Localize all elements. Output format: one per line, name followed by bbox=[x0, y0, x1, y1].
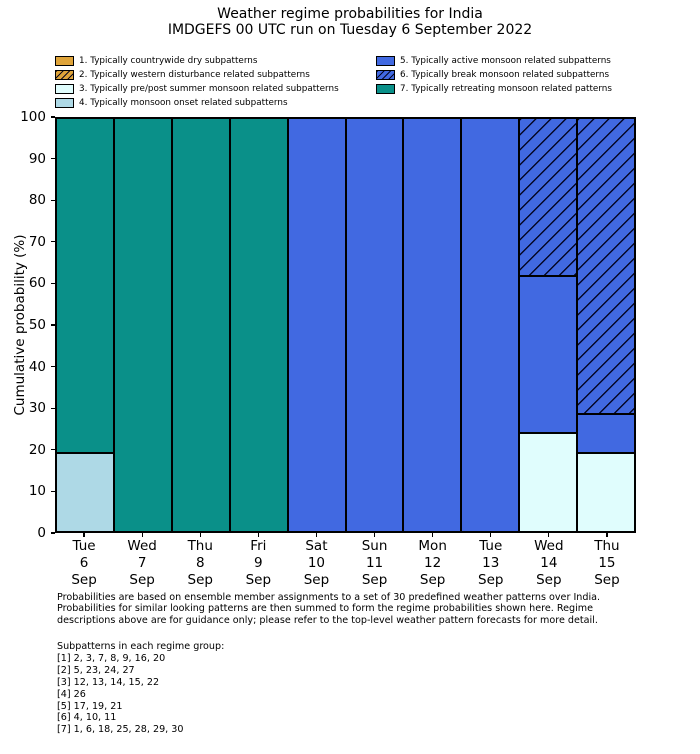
bar-segment-regime-5 bbox=[577, 414, 635, 453]
x-tick-mark-thu-8-sep bbox=[200, 533, 201, 537]
bar-segment-regime-6 bbox=[577, 118, 635, 414]
x-tick-label-line-3: Sep bbox=[419, 572, 446, 588]
legend bbox=[55, 54, 655, 112]
x-tick-mark-mon-12-sep bbox=[432, 533, 433, 537]
x-tick-label-line-1: Fri bbox=[250, 538, 267, 554]
y-tick-label-60: 60 bbox=[28, 275, 46, 292]
legend-item-7 bbox=[376, 82, 612, 96]
bar-segment-regime-3 bbox=[577, 453, 635, 532]
legend-item-6 bbox=[376, 68, 612, 82]
x-tick-mark-fri-9-sep bbox=[258, 533, 259, 537]
subpatterns-group-2: [2] 5, 23, 24, 27 bbox=[57, 664, 135, 676]
legend-item-2 bbox=[55, 68, 339, 82]
x-tick-mark-tue-13-sep bbox=[490, 533, 491, 537]
chart-subtitle: IMDGEFS 00 UTC run on Tuesday 6 September 2022 bbox=[167, 22, 533, 38]
footnote-text bbox=[57, 592, 657, 626]
x-tick-label-line-2: 6 bbox=[79, 555, 89, 571]
x-tick-label-line-2: 15 bbox=[598, 555, 616, 571]
footnote-line-1: Probabilities are based on ensemble member assignments to a set of 30 predefined weather patterns over India. bbox=[57, 592, 601, 603]
legend-item-5 bbox=[376, 54, 612, 68]
x-tick-label-line-3: Sep bbox=[361, 572, 388, 588]
subpatterns-group-3: [3] 12, 13, 14, 15, 22 bbox=[57, 676, 160, 688]
x-tick-label-line-1: Sat bbox=[305, 538, 328, 554]
y-tick-label-0: 0 bbox=[37, 525, 46, 541]
y-tick-label-40: 40 bbox=[28, 358, 46, 375]
subpatterns-group-4: [4] 26 bbox=[57, 688, 86, 700]
subpatterns-list bbox=[57, 641, 457, 736]
stacked-bar-plot bbox=[55, 117, 636, 533]
footnote-line-2: Probabilities for similar looking patterns are then summed to form the regime probabilities shown here. Regime bbox=[57, 603, 593, 615]
y-tick-label-80: 80 bbox=[28, 192, 46, 209]
y-tick-mark-30 bbox=[51, 408, 55, 409]
x-tick-label-line-3: Sep bbox=[71, 572, 97, 588]
x-tick-label-line-2: 8 bbox=[195, 555, 205, 571]
bar-segment-regime-5 bbox=[519, 276, 577, 434]
x-tick-label-thu-15-sep bbox=[572, 538, 642, 589]
y-tick-mark-70 bbox=[51, 241, 55, 242]
x-tick-label-line-1: Thu bbox=[187, 538, 213, 554]
y-tick-mark-60 bbox=[51, 283, 55, 284]
bar-segment-regime-5 bbox=[288, 118, 346, 532]
y-tick-mark-100 bbox=[51, 116, 55, 117]
subpatterns-group-5: [5] 17, 19, 21 bbox=[57, 700, 123, 712]
legend-swatch-regime-2-icon bbox=[55, 70, 74, 80]
x-tick-label-line-1: Tue bbox=[479, 538, 503, 554]
bar-segment-regime-7 bbox=[114, 118, 172, 532]
bar-sun-11-sep bbox=[346, 118, 404, 532]
y-tick-label-100: 100 bbox=[20, 109, 46, 125]
y-tick-mark-80 bbox=[51, 200, 55, 201]
bar-wed-7-sep bbox=[114, 118, 172, 532]
legend-swatch-regime-6-icon bbox=[376, 70, 395, 80]
y-tick-mark-50 bbox=[51, 324, 55, 325]
bar-segment-regime-7 bbox=[172, 118, 230, 532]
x-tick-label-line-2: 10 bbox=[307, 555, 326, 571]
y-tick-label-90: 90 bbox=[28, 150, 46, 167]
x-tick-label-line-3: Sep bbox=[594, 572, 620, 588]
x-tick-label-line-2: 14 bbox=[540, 555, 558, 571]
y-tick-mark-0 bbox=[51, 532, 55, 533]
y-tick-label-70: 70 bbox=[28, 233, 46, 250]
x-tick-label-line-1: Sun bbox=[361, 538, 388, 554]
x-tick-mark-wed-14-sep bbox=[548, 533, 549, 537]
legend-label-regime-4: 4. Typically monsoon onset related subpatterns bbox=[79, 98, 288, 108]
bar-tue-6-sep bbox=[56, 118, 114, 532]
bar-thu-15-sep bbox=[577, 118, 635, 532]
bar-wed-14-sep bbox=[519, 118, 577, 532]
bar-segment-regime-7 bbox=[230, 118, 288, 532]
x-tick-label-line-2: 11 bbox=[365, 555, 384, 571]
y-tick-mark-90 bbox=[51, 158, 55, 159]
bar-sat-10-sep bbox=[288, 118, 346, 532]
x-tick-label-line-2: 12 bbox=[424, 555, 442, 571]
y-tick-mark-20 bbox=[51, 449, 55, 450]
y-tick-mark-40 bbox=[51, 366, 55, 367]
bar-segment-regime-5 bbox=[461, 118, 519, 532]
x-tick-label-line-3: Sep bbox=[129, 572, 155, 588]
x-tick-label-line-1: Mon bbox=[418, 538, 447, 554]
x-tick-label-line-2: 9 bbox=[254, 555, 263, 571]
bar-segment-regime-7 bbox=[56, 118, 114, 453]
bar-fri-9-sep bbox=[230, 118, 288, 532]
y-tick-label-10: 10 bbox=[28, 483, 46, 500]
x-tick-mark-tue-6-sep bbox=[83, 533, 84, 537]
x-tick-label-line-3: Sep bbox=[187, 572, 213, 588]
legend-label-regime-3: 3. Typically pre/post summer monsoon related subpatterns bbox=[79, 84, 339, 94]
x-tick-mark-sat-10-sep bbox=[316, 533, 317, 537]
x-tick-label-line-1: Wed bbox=[534, 538, 564, 554]
y-tick-label-30: 30 bbox=[28, 400, 46, 417]
x-tick-label-line-3: Sep bbox=[478, 572, 504, 588]
x-tick-label-line-1: Wed bbox=[127, 538, 157, 554]
x-tick-mark-sun-11-sep bbox=[374, 533, 375, 537]
bar-segment-regime-5 bbox=[403, 118, 461, 532]
x-tick-label-line-3: Sep bbox=[536, 572, 562, 588]
x-tick-label-line-2: 7 bbox=[137, 555, 147, 571]
legend-swatch-regime-1-icon bbox=[55, 56, 74, 66]
bar-segment-regime-5 bbox=[346, 118, 404, 532]
legend-column-left bbox=[55, 54, 339, 110]
legend-item-3 bbox=[55, 82, 339, 96]
legend-label-regime-2: 2. Typically western disturbance related subpatterns bbox=[79, 70, 310, 80]
x-tick-label-line-1: Thu bbox=[594, 538, 620, 554]
x-tick-mark-thu-15-sep bbox=[606, 533, 607, 537]
bar-tue-13-sep bbox=[461, 118, 519, 532]
subpatterns-group-7: [7] 1, 6, 18, 25, 28, 29, 30 bbox=[57, 724, 184, 736]
subpatterns-group-6: [6] 4, 10, 11 bbox=[57, 712, 117, 724]
legend-label-regime-7: 7. Typically retreating monsoon related patterns bbox=[400, 84, 612, 94]
y-tick-label-50: 50 bbox=[28, 317, 46, 333]
legend-swatch-regime-3-icon bbox=[55, 84, 74, 94]
y-tick-label-20: 20 bbox=[28, 441, 46, 458]
footnote-line-3: descriptions above are for guidance only; please refer to the top-level weather pattern forecasts for more detail. bbox=[57, 614, 598, 626]
legend-label-regime-1: 1. Typically countrywide dry subpatterns bbox=[79, 56, 258, 66]
legend-label-regime-5: 5. Typically active monsoon related subpatterns bbox=[400, 56, 611, 66]
y-tick-mark-10 bbox=[51, 491, 55, 492]
legend-label-regime-6: 6. Typically break monsoon related subpatterns bbox=[400, 70, 610, 80]
bar-mon-12-sep bbox=[403, 118, 461, 532]
legend-swatch-regime-7-icon bbox=[376, 84, 395, 94]
legend-swatch-regime-5-icon bbox=[376, 56, 395, 66]
subpatterns-group-1: [1] 2, 3, 7, 8, 9, 16, 20 bbox=[57, 652, 166, 664]
legend-item-1 bbox=[55, 54, 339, 68]
y-axis-label: Cumulative probability (%) bbox=[12, 234, 28, 416]
bar-segment-regime-4 bbox=[56, 453, 114, 532]
x-tick-label-line-2: 13 bbox=[482, 555, 500, 571]
x-tick-label-line-1: Tue bbox=[72, 538, 96, 554]
x-tick-label-line-3: Sep bbox=[303, 572, 330, 588]
subpatterns-heading: Subpatterns in each regime group: bbox=[57, 641, 225, 652]
x-tick-mark-wed-7-sep bbox=[142, 533, 143, 537]
legend-swatch-regime-4-icon bbox=[55, 98, 74, 108]
legend-item-4 bbox=[55, 96, 339, 110]
bar-thu-8-sep bbox=[172, 118, 230, 532]
bar-segment-regime-3 bbox=[519, 433, 577, 532]
chart-title: Weather regime probabilities for India bbox=[217, 6, 483, 22]
x-tick-label-line-3: Sep bbox=[245, 572, 272, 588]
legend-column-right bbox=[376, 54, 612, 96]
bar-segment-regime-6 bbox=[519, 118, 577, 276]
